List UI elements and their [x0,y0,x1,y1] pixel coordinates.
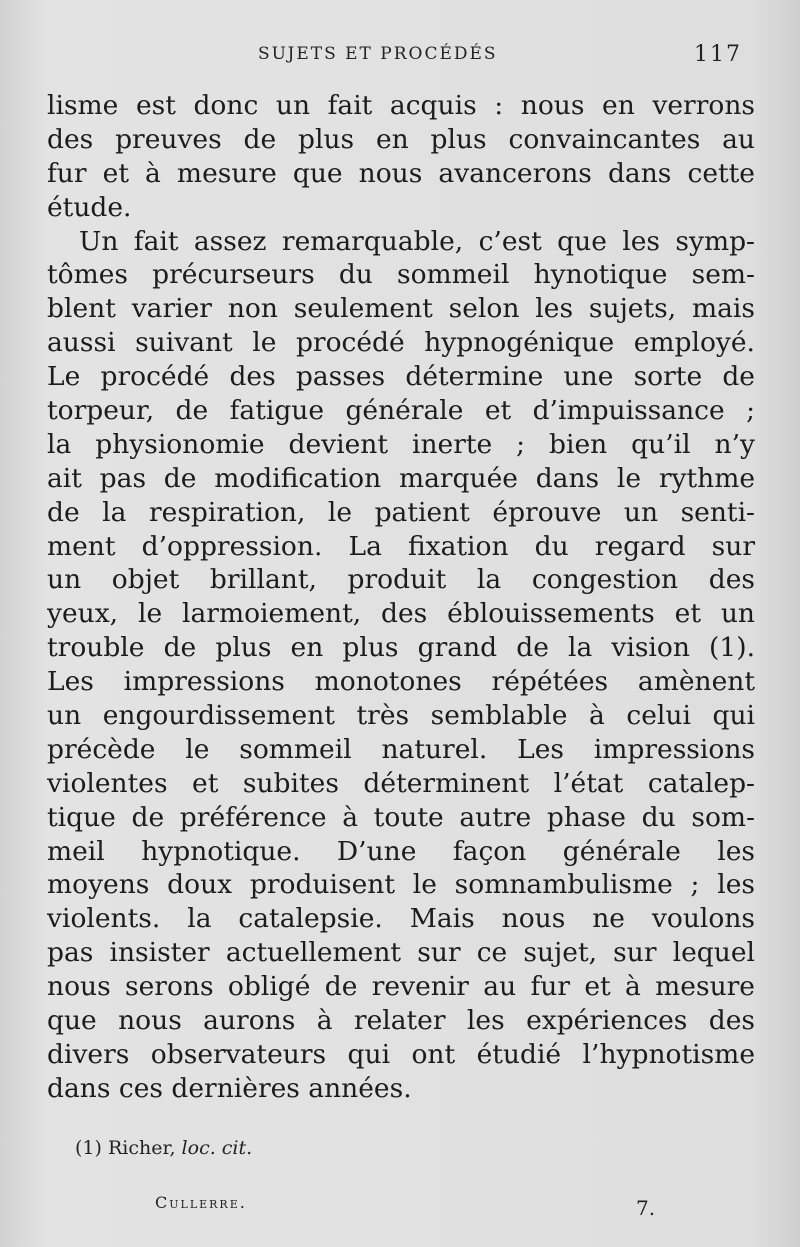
page-number: 117 [694,42,742,67]
text-line: que nous aurons à relater les expériences des [47,1005,755,1037]
text-line: trouble de plus en plus grand de la vision (1). [47,632,755,664]
footnote-citation: loc. cit. [181,1137,253,1159]
text-line: divers observateurs qui ont étudié l’hypnotisme [47,1038,755,1070]
text-line: des preuves de plus en plus convaincantes au [47,123,755,155]
text-line: yeux, le larmoiement, des éblouissements et un [47,598,755,630]
text-line: un engourdissement très semblable à celui qui [47,700,755,732]
text-line: blent varier non seulement selon les sujets, mais [47,293,755,325]
text-line: précède le sommeil naturel. Les impressions [47,733,755,765]
text-line: un objet brillant, produit la congestion des [47,564,755,596]
text-line: aussi suivant le procédé hypnogénique employé. [47,327,755,359]
text-line: tômes précurseurs du sommeil hynotique sem- [47,259,755,291]
text-line: ait pas de modification marquée dans le rythme [47,462,755,494]
text-line: meil hypnotique. D’une façon générale les [47,835,755,867]
text-line: Les impressions monotones répétées amènent [47,666,755,698]
text-line: dans ces dernières années. [47,1072,412,1104]
printer-signature-author: Cullerre. [155,1193,247,1212]
footnote [75,1137,252,1159]
text-line: Le procédé des passes détermine une sorte de [47,361,755,393]
paragraph-first-line: Un fait assez remarquable, c’est que les symp- [79,225,755,257]
text-line: la physionomie devient inerte ; bien qu’il n’y [47,428,755,460]
text-line: ment d’oppression. La fixation du regard sur [47,530,755,562]
text-line: torpeur, de fatigue générale et d’impuissance ; [47,395,755,427]
text-line: violents. la catalepsie. Mais nous ne voulons [47,903,755,935]
running-head-title: SUJETS ET PROCÉDÉS [258,44,498,64]
text-line: tique de préférence à toute autre phase du som- [47,801,755,833]
body-text [47,89,755,1106]
text-line: pas insister actuellement sur ce sujet, sur lequel [47,937,755,969]
footnote-marker: (1) Richer, [75,1137,176,1159]
sheet-signature-mark: 7. [636,1196,656,1220]
text-line: moyens doux produisent le somnambulisme ; les [47,869,755,901]
text-line: nous serons obligé de revenir au fur et à mesure [47,971,755,1003]
text-line: violentes et subites déterminent l’état catalep- [47,767,755,799]
text-line: de la respiration, le patient éprouve un senti- [47,496,755,528]
text-line: fur et à mesure que nous avancerons dans cette [47,157,755,189]
text-line: étude. [47,191,132,223]
text-line: lisme est donc un fait acquis : nous en verrons [47,90,755,121]
